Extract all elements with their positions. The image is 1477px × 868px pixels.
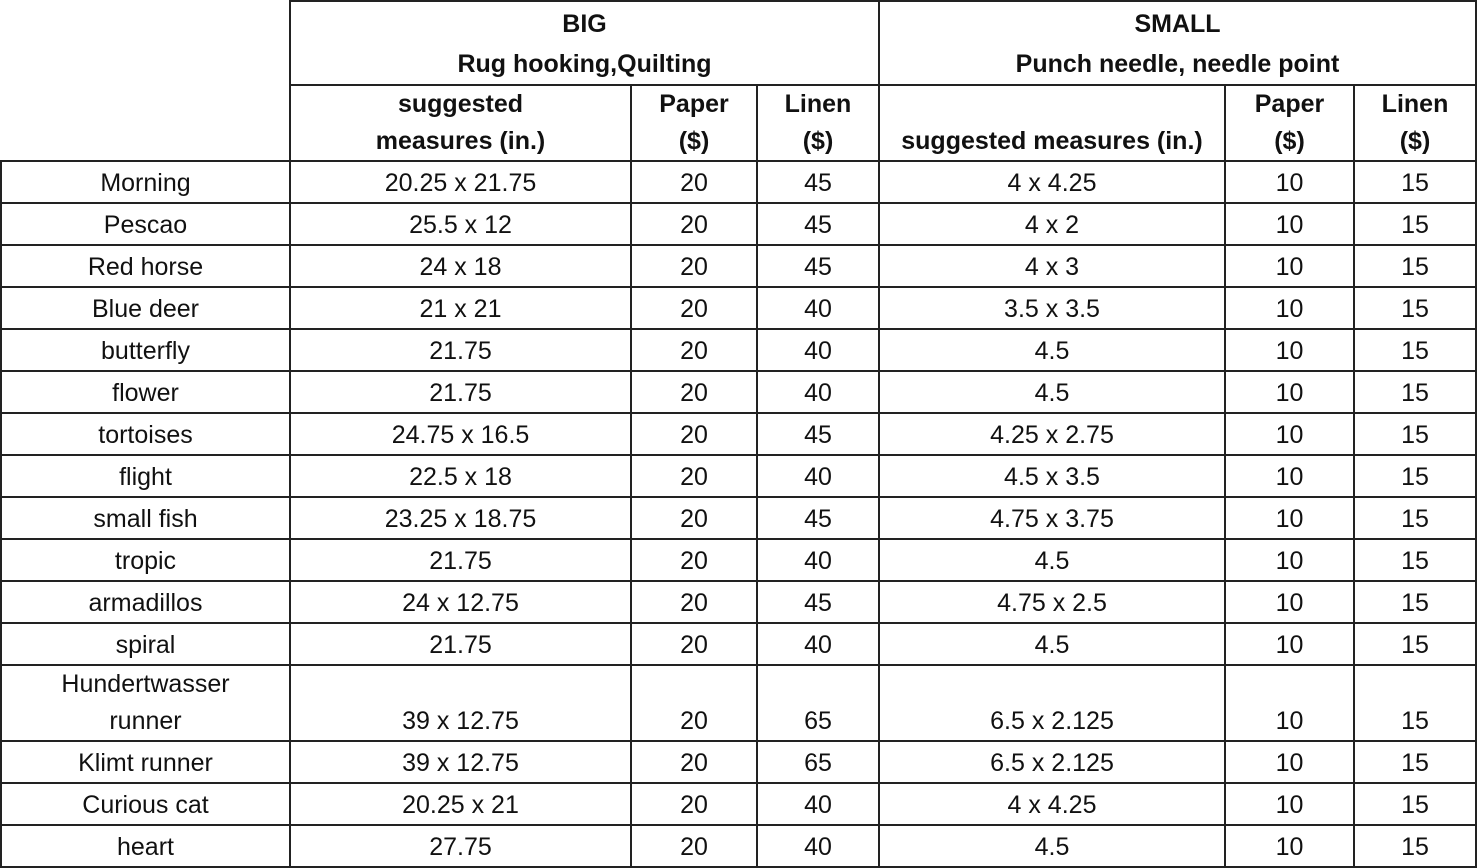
big-paper-price: 20 [631, 287, 757, 329]
small-linen-price: 15 [1354, 413, 1476, 455]
small-measures: 4.5 [879, 329, 1225, 371]
small-paper-price: 10 [1225, 287, 1354, 329]
big-linen-price: 45 [757, 581, 879, 623]
big-paper-price: 20 [631, 371, 757, 413]
big-linen-price: 40 [757, 371, 879, 413]
big-paper-price: 20 [631, 161, 757, 203]
pattern-name: Klimt runner [1, 741, 290, 783]
big-linen-price: 45 [757, 203, 879, 245]
small-group-header [879, 1, 1476, 85]
big-linen-price: 40 [757, 825, 879, 867]
small-linen-price: 15 [1354, 741, 1476, 783]
small-group-subtitle: Punch needle, needle point [1015, 50, 1340, 78]
big-measures: 24.75 x 16.5 [290, 413, 631, 455]
big-measures-header: suggested measures (in.) [290, 85, 631, 161]
pattern-name: Morning [1, 161, 290, 203]
big-linen-price: 45 [757, 413, 879, 455]
big-group-header [290, 1, 879, 85]
small-linen-price: 15 [1354, 623, 1476, 665]
big-linen-price: 65 [757, 665, 879, 741]
big-measures: 39 x 12.75 [290, 665, 631, 741]
table-row [1, 825, 1476, 867]
small-linen-price: 15 [1354, 329, 1476, 371]
big-linen-price: 40 [757, 539, 879, 581]
table-row [1, 539, 1476, 581]
big-linen-price: 45 [757, 161, 879, 203]
big-linen-price: 45 [757, 245, 879, 287]
big-linen-price: 40 [757, 287, 879, 329]
pattern-name: Pescao [1, 203, 290, 245]
small-paper-price: 10 [1225, 581, 1354, 623]
empty-corner-cell [1, 85, 290, 161]
table-row [1, 329, 1476, 371]
small-measures: 4 x 4.25 [879, 783, 1225, 825]
small-linen-price: 15 [1354, 455, 1476, 497]
table-row [1, 783, 1476, 825]
table-row [1, 371, 1476, 413]
big-measures: 20.25 x 21 [290, 783, 631, 825]
small-linen-price: 15 [1354, 161, 1476, 203]
small-paper-price: 10 [1225, 329, 1354, 371]
big-measures: 21.75 [290, 539, 631, 581]
table-row [1, 623, 1476, 665]
small-linen-header: Linen ($) [1354, 85, 1476, 161]
pattern-name: Red horse [1, 245, 290, 287]
small-linen-price: 15 [1354, 287, 1476, 329]
big-linen-header: Linen ($) [757, 85, 879, 161]
small-measures: 4 x 2 [879, 203, 1225, 245]
pattern-name: Curious cat [1, 783, 290, 825]
big-measures: 20.25 x 21.75 [290, 161, 631, 203]
small-linen-price: 15 [1354, 665, 1476, 741]
pattern-name: flight [1, 455, 290, 497]
big-measures: 27.75 [290, 825, 631, 867]
big-measures: 21.75 [290, 329, 631, 371]
small-measures-header: suggested measures (in.) [879, 85, 1225, 161]
small-measures: 4.5 x 3.5 [879, 455, 1225, 497]
big-paper-price: 20 [631, 245, 757, 287]
small-measures: 6.5 x 2.125 [879, 665, 1225, 741]
small-paper-price: 10 [1225, 783, 1354, 825]
pattern-name: spiral [1, 623, 290, 665]
small-measures: 4.75 x 2.5 [879, 581, 1225, 623]
big-measures: 22.5 x 18 [290, 455, 631, 497]
column-header-row [1, 85, 1476, 161]
pattern-name: Hundertwasser runner [1, 665, 290, 741]
small-linen-price: 15 [1354, 539, 1476, 581]
small-paper-price: 10 [1225, 371, 1354, 413]
table-row [1, 581, 1476, 623]
pattern-name: butterfly [1, 329, 290, 371]
small-linen-price: 15 [1354, 581, 1476, 623]
big-paper-price: 20 [631, 329, 757, 371]
small-paper-price: 10 [1225, 825, 1354, 867]
table-row [1, 245, 1476, 287]
table-row [1, 665, 1476, 741]
big-linen-price: 45 [757, 497, 879, 539]
small-measures: 4 x 4.25 [879, 161, 1225, 203]
table-row [1, 203, 1476, 245]
big-measures: 25.5 x 12 [290, 203, 631, 245]
big-linen-price: 40 [757, 455, 879, 497]
big-measures: 24 x 18 [290, 245, 631, 287]
pattern-name: small fish [1, 497, 290, 539]
small-measures: 3.5 x 3.5 [879, 287, 1225, 329]
big-paper-price: 20 [631, 741, 757, 783]
pattern-name: armadillos [1, 581, 290, 623]
small-measures: 4.5 [879, 371, 1225, 413]
small-paper-price: 10 [1225, 455, 1354, 497]
big-paper-price: 20 [631, 825, 757, 867]
small-paper-header: Paper ($) [1225, 85, 1354, 161]
big-measures: 23.25 x 18.75 [290, 497, 631, 539]
big-paper-header: Paper ($) [631, 85, 757, 161]
big-paper-price: 20 [631, 497, 757, 539]
small-paper-price: 10 [1225, 203, 1354, 245]
small-measures: 4.5 [879, 623, 1225, 665]
pattern-name: tropic [1, 539, 290, 581]
pattern-name: flower [1, 371, 290, 413]
table-row [1, 287, 1476, 329]
small-paper-price: 10 [1225, 665, 1354, 741]
big-linen-price: 65 [757, 741, 879, 783]
big-group-subtitle: Rug hooking,Quilting [457, 50, 712, 78]
big-linen-price: 40 [757, 623, 879, 665]
empty-corner-cell [1, 1, 290, 85]
table-row [1, 741, 1476, 783]
big-paper-price: 20 [631, 539, 757, 581]
small-linen-price: 15 [1354, 203, 1476, 245]
small-linen-price: 15 [1354, 497, 1476, 539]
big-paper-price: 20 [631, 455, 757, 497]
table-row [1, 413, 1476, 455]
table-row [1, 161, 1476, 203]
big-paper-price: 20 [631, 581, 757, 623]
small-linen-price: 15 [1354, 371, 1476, 413]
small-linen-price: 15 [1354, 245, 1476, 287]
pattern-name: heart [1, 825, 290, 867]
group-header-row [1, 1, 1476, 85]
big-paper-price: 20 [631, 413, 757, 455]
small-group-title: SMALL [1134, 10, 1221, 38]
big-measures: 24 x 12.75 [290, 581, 631, 623]
table-body [1, 161, 1476, 867]
pattern-name: Blue deer [1, 287, 290, 329]
big-linen-price: 40 [757, 329, 879, 371]
small-measures: 4.25 x 2.75 [879, 413, 1225, 455]
table-row [1, 455, 1476, 497]
small-paper-price: 10 [1225, 497, 1354, 539]
big-paper-price: 20 [631, 665, 757, 741]
small-measures: 4.5 [879, 539, 1225, 581]
small-paper-price: 10 [1225, 539, 1354, 581]
small-measures: 6.5 x 2.125 [879, 741, 1225, 783]
big-paper-price: 20 [631, 623, 757, 665]
small-measures: 4.75 x 3.75 [879, 497, 1225, 539]
big-paper-price: 20 [631, 783, 757, 825]
table-row [1, 497, 1476, 539]
small-measures: 4 x 3 [879, 245, 1225, 287]
small-paper-price: 10 [1225, 623, 1354, 665]
big-linen-price: 40 [757, 783, 879, 825]
small-paper-price: 10 [1225, 245, 1354, 287]
pattern-name: tortoises [1, 413, 290, 455]
small-linen-price: 15 [1354, 825, 1476, 867]
small-paper-price: 10 [1225, 413, 1354, 455]
big-measures: 39 x 12.75 [290, 741, 631, 783]
big-paper-price: 20 [631, 203, 757, 245]
big-measures: 21.75 [290, 623, 631, 665]
small-paper-price: 10 [1225, 161, 1354, 203]
big-measures: 21 x 21 [290, 287, 631, 329]
small-measures: 4.5 [879, 825, 1225, 867]
big-group-title: BIG [562, 10, 607, 38]
big-measures: 21.75 [290, 371, 631, 413]
small-paper-price: 10 [1225, 741, 1354, 783]
small-linen-price: 15 [1354, 783, 1476, 825]
